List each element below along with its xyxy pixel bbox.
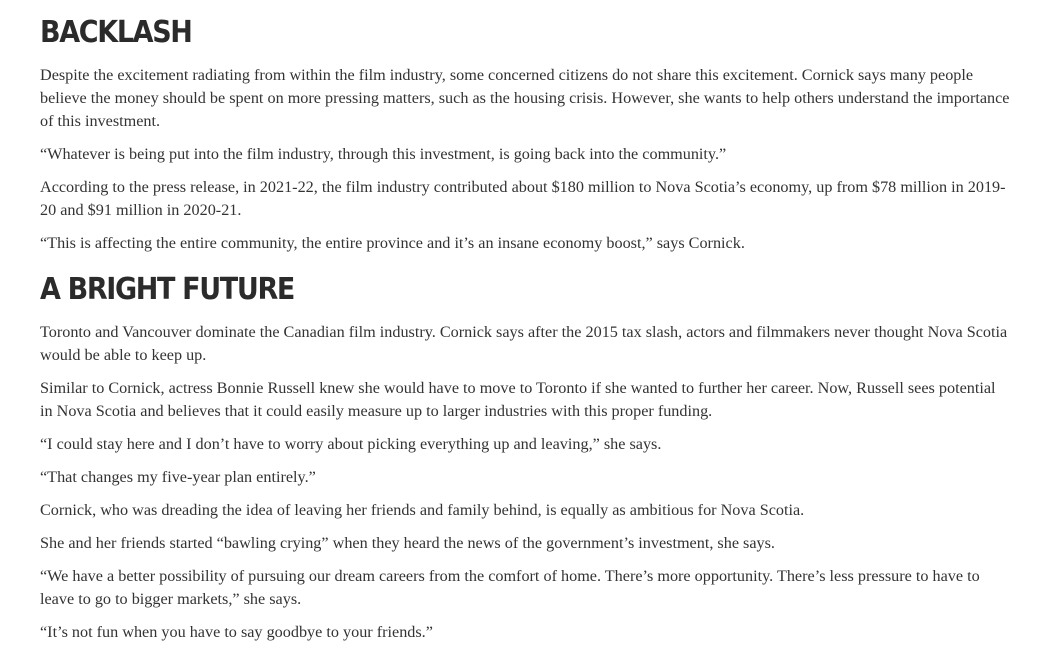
paragraph-quote: “I could stay here and I don’t have to worry about picking everything up and leaving,” she says. (40, 435, 662, 453)
paragraph-quote: “We have a better possibility of pursuing our dream careers from the comfort of home. There’s more opportunity. There’s less pressure to have to leave to go to bigger markets,” she says. (40, 567, 980, 608)
paragraph-quote: “Whatever is being put into the film industry, through this investment, is going back into the community.” (40, 145, 727, 163)
paragraph-quote: “It’s not fun when you have to say goodbye to your friends.” (40, 623, 433, 641)
paragraph: Toronto and Vancouver dominate the Canadian film industry. Cornick says after the 2015 tax slash, actors and filmmakers never thought Nova Scotia would be able to keep up. (40, 323, 1008, 364)
paragraph: According to the press release, in 2021-22, the film industry contributed about $180 million to Nova Scotia’s economy, up from $78 million in 2019-20 and $91 million in 2020-21. (40, 178, 1006, 219)
paragraph: Cornick, who was dreading the idea of leaving her friends and family behind, is equally as ambitious for Nova Scotia. (40, 501, 805, 519)
paragraph-quote: “That changes my five-year plan entirely.” (40, 468, 316, 486)
paragraph: Similar to Cornick, actress Bonnie Russell knew she would have to move to Toronto if she wanted to further her career. Now, Russell sees potential in Nova Scotia and believes that it could easily measure up to larger industries with this proper funding. (40, 379, 996, 420)
paragraph: She and her friends started “bawling crying” when they heard the news of the government’s investment, she says. (40, 534, 775, 552)
section-heading-bright-future: A BRIGHT FUTURE (40, 272, 294, 307)
section-heading-backlash: BACKLASH (40, 15, 192, 50)
article-body (40, 0, 1012, 654)
paragraph: Despite the excitement radiating from within the film industry, some concerned citizens do not share this excitement. Cornick says many people believe the money should be spent on more pressing matters, such as the housing crisis. However, she wants to help others understand the importance of this investment. (40, 66, 1010, 130)
paragraph-quote: “This is affecting the entire community, the entire province and it’s an insane economy boost,” says Cornick. (40, 234, 745, 252)
